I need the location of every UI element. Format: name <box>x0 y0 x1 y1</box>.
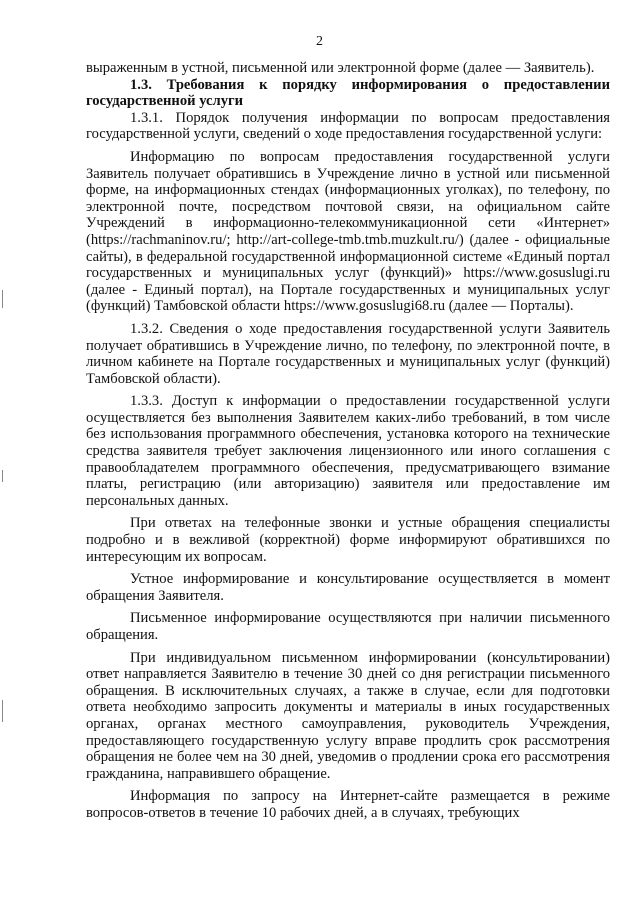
section-heading: 1.3. Требования к порядку информирования о предоставлении государственной услуги <box>86 76 610 110</box>
lead-paragraph: выраженным в устной, письменной или электронной форме (далее — Заявитель). <box>86 60 595 76</box>
paragraph-1-3-1: 1.3.1. Порядок получения информации по вопросам предоставления государственной услуги, сведений о ходе предоставления государственной услуги: <box>86 109 610 143</box>
paragraph-1-3-3: 1.3.3. Доступ к информации о предоставлении государственной услуги осуществляется без выполнения Заявителем каких-либо требований, в том числе без использования программного обеспечения, установка которого на технические средства заявителя требует заключения лицензионного или иного соглашения с правообладателем программного обеспечения, предусматривающего взимание платы, регистрацию (или авторизацию) заявителя или предоставление им персональных данных. <box>86 393 610 509</box>
paragraph-info-channels: Информацию по вопросам предоставления государственной услуги Заявитель получает обратившись в Учреждение лично в устной или письменной форме, на информационных стендах (информационных уголках), по телефону, по электронной почте, посредством почтовой связи, на официальном сайте Учреждений в информационно-телекоммуникационной сети «Интернет» (https://rachmaninov.ru/; http://art-college-tmb.tmb.muzkult.ru/) (далее - официальные сайты), в федеральной государственной информационной системе «Единый портал государственных и муниципальных услуг (функций)» https://www.gosuslugi.ru (далее - Единый портал), на Портале государственных и муниципальных услуг (функций) Тамбовской области https://www.gosuslugi68.ru (далее — Порталы). <box>86 148 610 315</box>
paragraph-1-3-2: 1.3.2. Сведения о ходе предоставления государственной услуги Заявитель получает обратившись в Учреждение лично, по телефону, по электронной почте, в личном кабинете на Портале государственных и муниципальных услуг (функций) Тамбовской области). <box>86 320 610 387</box>
scan-edge-mark <box>2 290 3 308</box>
paragraph-internet-requests: Информация по запросу на Интернет-сайте размещается в режиме вопросов-ответов в течение 10 рабочих дней, а в случаях, требующих <box>86 788 610 821</box>
paragraph-phone-answers: При ответах на телефонные звонки и устные обращения специалисты подробно и в вежливой (корректной) форме информируют обратившихся по интересующим их вопросам. <box>86 515 610 565</box>
scan-edge-mark <box>2 700 3 722</box>
page-number: 2 <box>316 34 323 49</box>
scan-edge-mark <box>2 470 3 482</box>
paragraph-oral-info: Устное информирование и консультирование осуществляется в момент обращения Заявителя. <box>86 571 610 604</box>
paragraph-individual-written: При индивидуальном письменном информировании (консультировании) ответ направляется Заявителю в течение 30 дней со дня регистрации письменного обращения. В исключительных случаях, а также в случае, если для подготовки ответа необходимо запросить документы и материалы в иных государственных органах, органах местного самоуправления, руководитель Учреждения, предоставляющего государственную услугу вправе продлить срок рассмотрения обращения не более чем на 30 дней, уведомив о продлении срока его рассмотрения гражданина, направившего обращение. <box>86 649 610 782</box>
paragraph-written-info: Письменное информирование осуществляются при наличии письменного обращения. <box>86 610 610 643</box>
document-body <box>86 60 610 822</box>
